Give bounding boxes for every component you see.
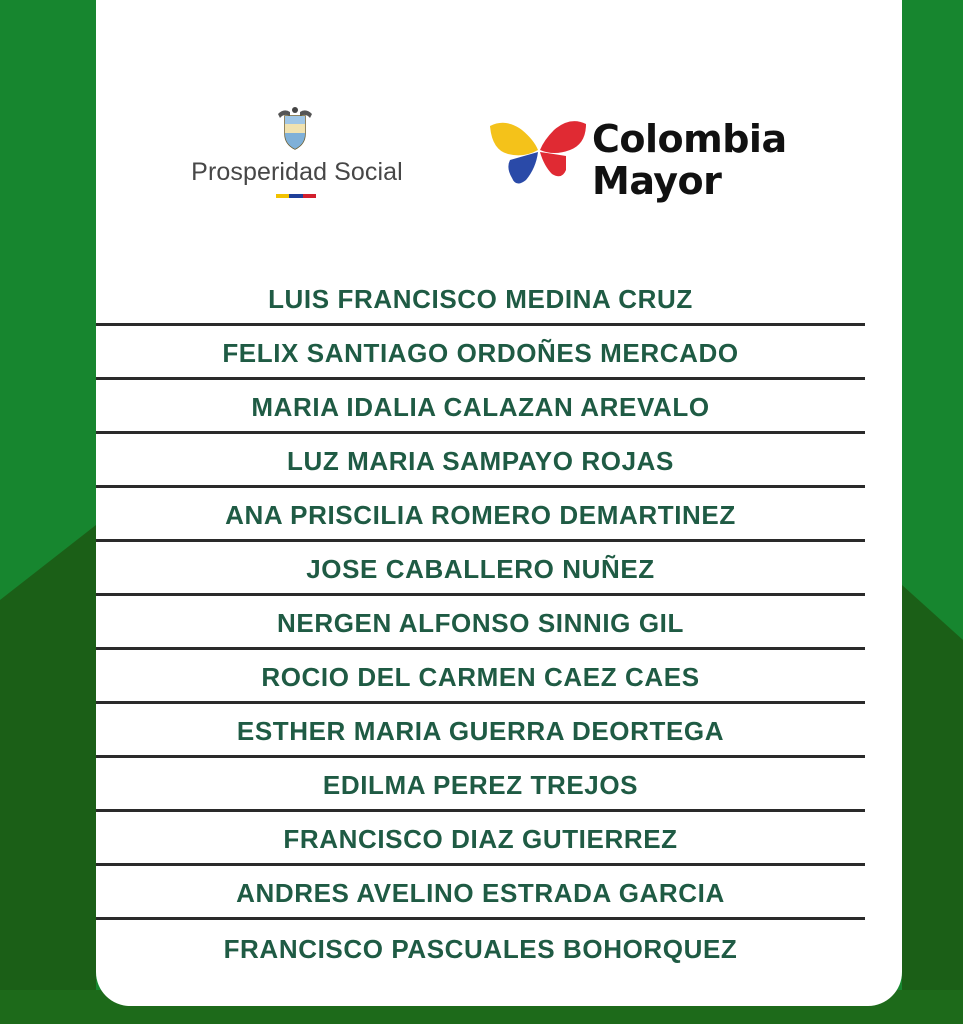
flag-stripe-blue: [289, 194, 302, 198]
name-row: MARIA IDALIA CALAZAN AREVALO: [96, 380, 865, 434]
name-row: FRANCISCO DIAZ GUTIERREZ: [96, 812, 865, 866]
logo-header: [96, 0, 902, 210]
wordmark-line-2: Mayor: [592, 159, 722, 203]
flag-stripe-yellow: [276, 194, 289, 198]
beneficiary-name-list: [96, 272, 865, 974]
name-row: FRANCISCO PASCUALES BOHORQUEZ: [223, 933, 738, 964]
name-row: ROCIO DEL CARMEN CAEZ CAES: [96, 650, 865, 704]
name-row: ANDRES AVELINO ESTRADA GARCIA: [96, 866, 865, 920]
prosperidad-social-logo: [172, 106, 422, 196]
butterfly-icon: [488, 120, 588, 188]
colombia-flag-stripe: [276, 194, 316, 198]
names-card: [96, 0, 902, 1006]
flag-stripe-red: [303, 194, 316, 198]
name-row: EDILMA PEREZ TREJOS: [96, 758, 865, 812]
coat-of-arms-icon: [274, 106, 316, 152]
colombia-mayor-logo: [488, 117, 818, 203]
name-row: LUZ MARIA SAMPAYO ROJAS: [96, 434, 865, 488]
colombia-mayor-wordmark: [592, 118, 787, 202]
name-row: ESTHER MARIA GUERRA DEORTEGA: [96, 704, 865, 758]
name-row: NERGEN ALFONSO SINNIG GIL: [96, 596, 865, 650]
wordmark-line-1: Colombia: [592, 117, 787, 161]
name-row: ANA PRISCILIA ROMERO DEMARTINEZ: [96, 488, 865, 542]
name-row: LUIS FRANCISCO MEDINA CRUZ: [96, 272, 865, 326]
prosperidad-social-wordmark: Prosperidad Social: [191, 158, 403, 186]
name-row: FELIX SANTIAGO ORDOÑES MERCADO: [96, 326, 865, 380]
name-row: JOSE CABALLERO NUÑEZ: [96, 542, 865, 596]
